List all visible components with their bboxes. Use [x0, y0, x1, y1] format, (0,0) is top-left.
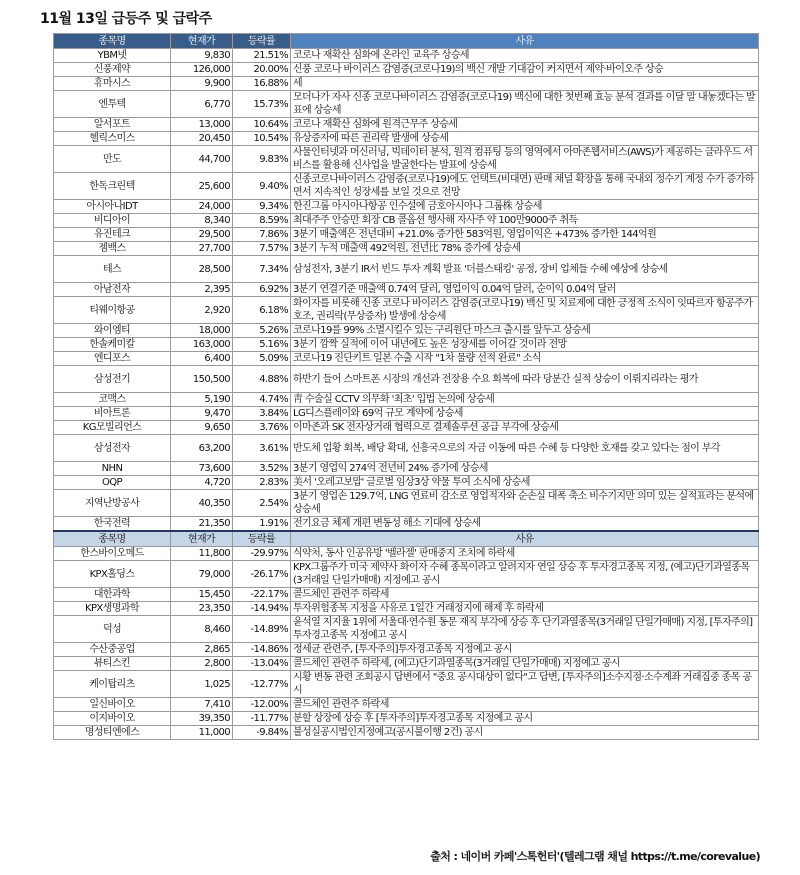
header-name: 종목명 — [54, 34, 171, 49]
stock-change: 9.83% — [233, 146, 291, 173]
stock-change: -13.04% — [233, 657, 291, 671]
stock-price: 163,000 — [171, 338, 233, 352]
stock-change: -9.84% — [233, 726, 291, 740]
table-row — [54, 118, 759, 132]
table-row — [54, 228, 759, 242]
stock-change: 15.73% — [233, 91, 291, 118]
source-note: 출처 : 네이버 카페'스톡헌터'(텔레그램 채널 https://t.me/corevalue) — [430, 850, 760, 863]
stock-reason: KPX그룹주가 미국 제약사 화이자 수혜 종목이라고 알려지자 연일 상승 후 투자경고종목 지정, (예고)단기과열종목(3거래일 단일가매매) 지정예고 공시 — [291, 561, 759, 588]
stock-reason: 코로나 재확산 심화에 원격근무주 상승세 — [291, 118, 759, 132]
stock-name: 삼성전자 — [54, 435, 171, 462]
stock-reason: 3분기 누적 매출액 492억원, 전년比 78% 증가에 상승세 — [291, 242, 759, 256]
table-row — [54, 561, 759, 588]
stock-reason: 반도체 업황 회복, 배당 확대, 신흥국으로의 자금 이동에 따른 수혜 등 다양한 호재를 갖고 있다는 점이 부각 — [291, 435, 759, 462]
stock-price: 29,500 — [171, 228, 233, 242]
table-row — [54, 338, 759, 352]
stock-name: 신풍제약 — [54, 63, 171, 77]
stock-reason: 코로나19 진단키트 일본 수출 시작 "1차 물량 선적 완료" 소식 — [291, 352, 759, 366]
stock-reason: 전기요금 체제 개편 변동성 해소 기대에 상승세 — [291, 517, 759, 532]
stock-name: KPX생명과학 — [54, 602, 171, 616]
stock-name: OQP — [54, 476, 171, 490]
stock-reason: 코로나 재확산 심화에 온라인 교육주 상승세 — [291, 49, 759, 63]
stock-reason: 하반기 들어 스마트폰 시장의 개선과 전장용 수요 회복에 따라 당분간 실적 상승이 이뤄지리라는 평가 — [291, 366, 759, 393]
stock-price: 126,000 — [171, 63, 233, 77]
table-body — [54, 49, 759, 740]
table-row — [54, 256, 759, 283]
stock-price: 2,395 — [171, 283, 233, 297]
table-row — [54, 146, 759, 173]
header-reason: 사유 — [291, 34, 759, 49]
stock-name: 코맥스 — [54, 393, 171, 407]
table-row — [54, 726, 759, 740]
stock-change: 2.83% — [233, 476, 291, 490]
stock-change: 5.09% — [233, 352, 291, 366]
stock-name: 일신바이오 — [54, 698, 171, 712]
stock-reason: 윤석열 지지율 1위에 서울대·연수원 동문 재직 부각에 상승 후 단기과열종목(3거래일 단일가매매) 지정, [투자주의]투자경고종목 지정예고 공시 — [291, 616, 759, 643]
stock-reason: 삼성전자, 3분기 IR서 빈드 투자 계획 발표 '더블스태킹' 공정, 장비 업체들 수혜 예상에 상승세 — [291, 256, 759, 283]
stock-reason: 3분기 연결기준 매출액 0.74억 달러, 영업이익 0.04억 달러, 순이익 0.04억 달러 — [291, 283, 759, 297]
stock-price: 6,770 — [171, 91, 233, 118]
stock-price: 6,400 — [171, 352, 233, 366]
table-row — [54, 490, 759, 517]
stock-reason: 靑 수술실 CCTV 의무화 '최초' 입법 논의에 상승세 — [291, 393, 759, 407]
stock-name: 명성티엔에스 — [54, 726, 171, 740]
stock-change: 8.59% — [233, 214, 291, 228]
header-name: 종목명 — [54, 531, 171, 547]
stock-name: 한국전력 — [54, 517, 171, 532]
stock-name: 한스바이오메드 — [54, 547, 171, 561]
table-row — [54, 242, 759, 256]
stock-change: -29.97% — [233, 547, 291, 561]
stock-price: 9,900 — [171, 77, 233, 91]
stock-reason: 신풍 코로나 바이러스 감염증(코로나19)의 백신 개발 기대감이 커지면서 제약·바이오주 상승 — [291, 63, 759, 77]
page-title: 11월 13일 급등주 및 급락주 — [40, 11, 212, 27]
stock-price: 28,500 — [171, 256, 233, 283]
stock-name: 이지바이오 — [54, 712, 171, 726]
table-row — [54, 712, 759, 726]
stock-name: 휴마시스 — [54, 77, 171, 91]
stock-name: 알서포트 — [54, 118, 171, 132]
stock-reason: 3분기 매출액은 전년대비 +21.0% 증가한 583억원, 영업이익은 +473% 증가한 144억원 — [291, 228, 759, 242]
stock-change: 7.57% — [233, 242, 291, 256]
stock-price: 21,350 — [171, 517, 233, 532]
stock-change: -12.00% — [233, 698, 291, 712]
stock-reason: 이마존과 SK 전자상거래 협력으로 결제솔루션 공급 부각에 상승세 — [291, 421, 759, 435]
table-row — [54, 602, 759, 616]
table-row — [54, 657, 759, 671]
table-row — [54, 421, 759, 435]
stock-change: 5.26% — [233, 324, 291, 338]
stock-reason: 최대주주 안승만 회장 CB 콜옵션 행사해 자사주 약 100만9000주 취득 — [291, 214, 759, 228]
table-row — [54, 173, 759, 200]
stock-change: 5.16% — [233, 338, 291, 352]
stock-name: 비디아이 — [54, 214, 171, 228]
stock-name: 아시아나IDT — [54, 200, 171, 214]
stock-reason: 사물인터넷과 머신러닝, 빅데이터 분석, 원격 컴퓨팅 등의 영역에서 아마존웹서비스(AWS)가 제공하는 클라우드 서비스를 활용해 신사업을 발굴한다는 발표에 상승세 — [291, 146, 759, 173]
stock-change: 3.84% — [233, 407, 291, 421]
table-row — [54, 352, 759, 366]
stock-reason: 콜드체인 관련주 하락세, (예고)단기과열종목(3거래일 단일가매매) 지정예고 공시 — [291, 657, 759, 671]
stock-change: 16.88% — [233, 77, 291, 91]
stock-reason: 3분기 깜짝 실적에 이어 내년에도 높은 성장세를 이어갈 것이라 전망 — [291, 338, 759, 352]
stock-name: 대한과학 — [54, 588, 171, 602]
table-row — [54, 200, 759, 214]
stock-name: 한독크린텍 — [54, 173, 171, 200]
stock-change: 7.34% — [233, 256, 291, 283]
stock-change: -26.17% — [233, 561, 291, 588]
stock-price: 40,350 — [171, 490, 233, 517]
stock-change: -14.86% — [233, 643, 291, 657]
stock-name: 수산중공업 — [54, 643, 171, 657]
stock-name: 엔투텍 — [54, 91, 171, 118]
table-row — [54, 214, 759, 228]
table-row — [54, 616, 759, 643]
stock-name: 테스 — [54, 256, 171, 283]
header-reason: 사유 — [291, 531, 759, 547]
stock-reason: 식약처, 동사 인공유방 '벨라젤' 판매중지 조치에 하락세 — [291, 547, 759, 561]
stock-name: 케이탑리츠 — [54, 671, 171, 698]
stock-reason: 3분기 영업손 129.7억, LNG 연료비 감소로 영업적자와 순손실 대폭 축소 비수기지만 의미 있는 실적표라는 분석에 상승세 — [291, 490, 759, 517]
stock-name: 덕성 — [54, 616, 171, 643]
table-row — [54, 588, 759, 602]
stock-change: -14.89% — [233, 616, 291, 643]
table-row — [54, 283, 759, 297]
table-row — [54, 49, 759, 63]
table-row — [54, 77, 759, 91]
stock-change: 6.18% — [233, 297, 291, 324]
table-row — [54, 63, 759, 77]
stock-reason: LG디스플레이와 69억 규모 계약에 상승세 — [291, 407, 759, 421]
stock-change: -11.77% — [233, 712, 291, 726]
header-price: 현재가 — [171, 34, 233, 49]
header-change: 등락률 — [233, 34, 291, 49]
table-row — [54, 435, 759, 462]
stock-name: KPX홀딩스 — [54, 561, 171, 588]
stock-change: -22.17% — [233, 588, 291, 602]
stock-price: 23,350 — [171, 602, 233, 616]
stock-reason: 모더나가 자사 신종 코로나바이러스 감염증(코로나19) 백신에 대한 첫번째 효능 분석 결과를 이달 말 내놓겠다는 발표에 상승세 — [291, 91, 759, 118]
stock-change: 9.34% — [233, 200, 291, 214]
stock-name: 지역난방공사 — [54, 490, 171, 517]
stock-name: 비아트론 — [54, 407, 171, 421]
stock-price: 1,025 — [171, 671, 233, 698]
stock-price: 150,500 — [171, 366, 233, 393]
stock-change: 4.74% — [233, 393, 291, 407]
stock-name: KG모빌리언스 — [54, 421, 171, 435]
stock-change: 4.88% — [233, 366, 291, 393]
table-row — [54, 324, 759, 338]
stock-name: 아남전자 — [54, 283, 171, 297]
stock-price: 73,600 — [171, 462, 233, 476]
stock-price: 2,865 — [171, 643, 233, 657]
stock-change: 10.54% — [233, 132, 291, 146]
stock-price: 18,000 — [171, 324, 233, 338]
table-row — [54, 132, 759, 146]
stock-price: 5,190 — [171, 393, 233, 407]
stock-reason: 분할 상장에 상승 후 [투자주의]투자경고종목 지정예고 공시 — [291, 712, 759, 726]
table-row — [54, 366, 759, 393]
stock-change: 3.61% — [233, 435, 291, 462]
stock-reason: 화이자를 비롯해 신종 코로나 바이러스 감염증(코로나19) 백신 및 치료제에 대한 긍정적 소식이 잇따르자 항공주가 호조, 권리락(무상증자) 발생에 상승세 — [291, 297, 759, 324]
table-row — [54, 393, 759, 407]
stock-reason: 시황 변동 관련 조회공시 답변에서 "중요 공시대상이 없다"고 답변, [투자주의]소수지점·소수계좌 거래집중 종목 공시 — [291, 671, 759, 698]
stock-price: 4,720 — [171, 476, 233, 490]
stock-name: 만도 — [54, 146, 171, 173]
stock-reason: 콜드체인 관련주 하락세 — [291, 698, 759, 712]
stock-price: 2,920 — [171, 297, 233, 324]
stock-name: YBM넷 — [54, 49, 171, 63]
stock-name: 삼성전기 — [54, 366, 171, 393]
stock-price: 7,410 — [171, 698, 233, 712]
stock-reason: 코로나19를 99% 소멸시킬수 있는 구리원단 마스크 출시를 앞두고 상승세 — [291, 324, 759, 338]
header-row-gainers — [54, 34, 759, 49]
stock-price: 44,700 — [171, 146, 233, 173]
stock-price: 13,000 — [171, 118, 233, 132]
table-row — [54, 407, 759, 421]
stock-change: 21.51% — [233, 49, 291, 63]
table-row — [54, 91, 759, 118]
stock-reason: 콜드체인 관련주 하락세 — [291, 588, 759, 602]
stock-price: 24,000 — [171, 200, 233, 214]
stock-reason: 세 — [291, 77, 759, 91]
table-row — [54, 462, 759, 476]
stock-reason: 3분기 영업익 274억 전년비 24% 증가에 상승세 — [291, 462, 759, 476]
stock-reason: 신종코로나바이러스 감염증(코로나19)에도 언택트(비대면) 판매 채널 확장을 통해 국내외 정수기 계정 수가 증가하면서 지속적인 성장세를 보일 것으로 전망 — [291, 173, 759, 200]
table-row — [54, 671, 759, 698]
stock-change: 7.86% — [233, 228, 291, 242]
stock-reason: 美서 '오레고보맙' 글로벌 임상3상 약물 투여 소식에 상승세 — [291, 476, 759, 490]
table-row — [54, 698, 759, 712]
table-row — [54, 547, 759, 561]
stock-change: 2.54% — [233, 490, 291, 517]
header-change: 등락률 — [233, 531, 291, 547]
stock-change: -14.94% — [233, 602, 291, 616]
stock-table — [53, 33, 759, 740]
stock-price: 2,800 — [171, 657, 233, 671]
header-price: 현재가 — [171, 531, 233, 547]
table-row — [54, 643, 759, 657]
table-row — [54, 517, 759, 532]
header-row-losers — [54, 531, 759, 547]
stock-reason: 불성실공시법인지정예고(공시불이행 2건) 공시 — [291, 726, 759, 740]
stock-change: 1.91% — [233, 517, 291, 532]
stock-price: 25,600 — [171, 173, 233, 200]
stock-price: 15,450 — [171, 588, 233, 602]
stock-price: 20,450 — [171, 132, 233, 146]
stock-name: 한솔케미칼 — [54, 338, 171, 352]
stock-reason: 한진그룹 아시아나항공 인수설에 금호아시아나 그룹株 상승세 — [291, 200, 759, 214]
stock-price: 63,200 — [171, 435, 233, 462]
stock-reason: 정세균 관련주, [투자주의]투자경고종목 지정예고 공시 — [291, 643, 759, 657]
stock-price: 11,800 — [171, 547, 233, 561]
stock-name: 젬백스 — [54, 242, 171, 256]
stock-reason: 유상증자에 따른 권리락 발생에 상승세 — [291, 132, 759, 146]
stock-price: 9,470 — [171, 407, 233, 421]
stock-name: 유진테크 — [54, 228, 171, 242]
stock-price: 27,700 — [171, 242, 233, 256]
stock-name: 와이엠티 — [54, 324, 171, 338]
stock-price: 9,650 — [171, 421, 233, 435]
stock-change: 9.40% — [233, 173, 291, 200]
stock-reason: 투자위험종목 지정을 사유로 1일간 거래정지에 해제 후 하락세 — [291, 602, 759, 616]
stock-price: 39,350 — [171, 712, 233, 726]
stock-name: NHN — [54, 462, 171, 476]
stock-name: 엔디포스 — [54, 352, 171, 366]
stock-price: 9,830 — [171, 49, 233, 63]
stock-name: 헬릭스미스 — [54, 132, 171, 146]
stock-price: 8,460 — [171, 616, 233, 643]
table-row — [54, 297, 759, 324]
stock-price: 79,000 — [171, 561, 233, 588]
stock-change: 10.64% — [233, 118, 291, 132]
stock-change: 6.92% — [233, 283, 291, 297]
stock-change: -12.77% — [233, 671, 291, 698]
stock-change: 20.00% — [233, 63, 291, 77]
stock-name: 뷰티스킨 — [54, 657, 171, 671]
table-row — [54, 476, 759, 490]
stock-price: 11,000 — [171, 726, 233, 740]
stock-price: 8,340 — [171, 214, 233, 228]
stock-change: 3.76% — [233, 421, 291, 435]
stock-name: 티웨이항공 — [54, 297, 171, 324]
stock-change: 3.52% — [233, 462, 291, 476]
